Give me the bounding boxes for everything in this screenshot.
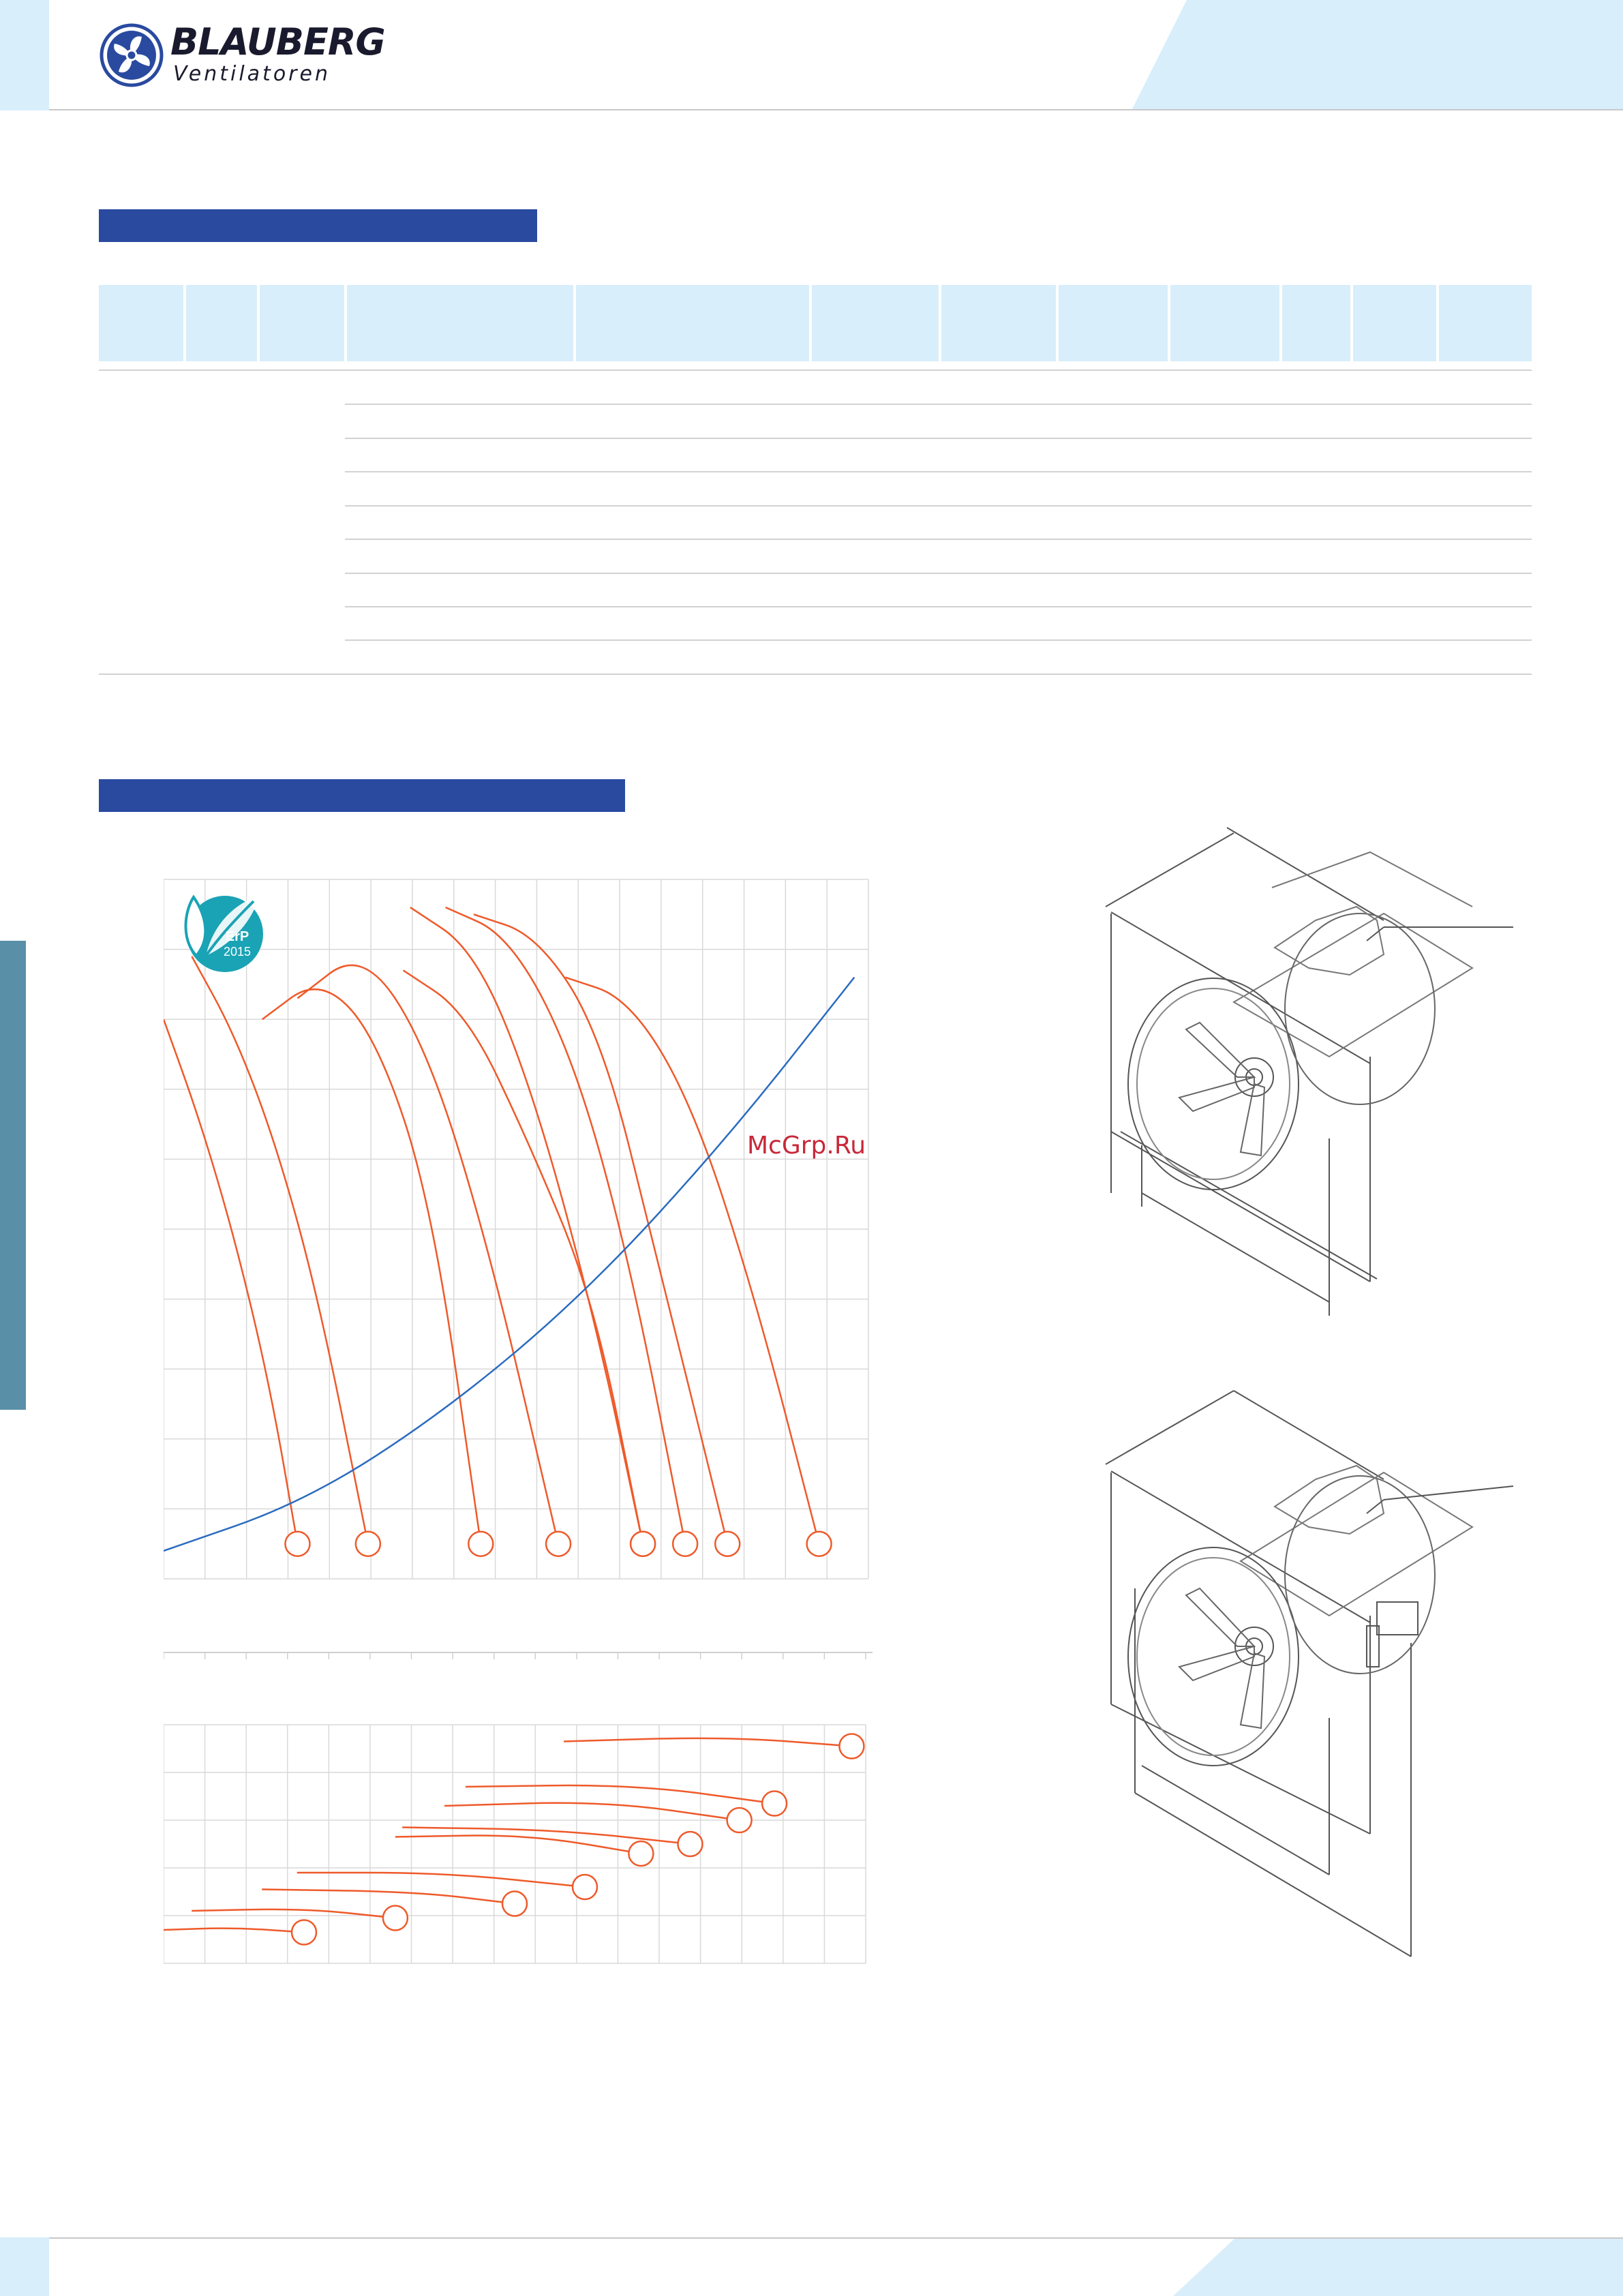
spec-table-row-rule bbox=[99, 674, 1532, 675]
axial-fan-duct-drawing bbox=[1091, 825, 1527, 1323]
spec-table-row-rule bbox=[345, 438, 1532, 439]
spec-header-cell bbox=[1439, 285, 1532, 361]
fan-curve-4 bbox=[297, 965, 558, 1544]
fan-curve-2 bbox=[192, 1909, 395, 1918]
power-chart bbox=[164, 1650, 873, 1970]
spec-header-cell bbox=[99, 285, 183, 361]
fan-curve-5 bbox=[404, 970, 643, 1543]
spec-table-row-rule bbox=[345, 606, 1532, 607]
spec-header-cell bbox=[1353, 285, 1436, 361]
axial-fan-duct-terminal-box-drawing bbox=[1091, 1384, 1527, 1984]
section-title-bar-performance bbox=[99, 779, 625, 812]
chart-markers-group bbox=[285, 1532, 831, 1556]
spec-table-row-rule bbox=[345, 539, 1532, 540]
spec-header-cell bbox=[941, 285, 1056, 361]
curve-marker-5 bbox=[628, 1841, 653, 1866]
watermark-text: McGrp.Ru bbox=[747, 1132, 866, 1160]
fan-logo-icon bbox=[100, 23, 164, 87]
chart-grid bbox=[164, 1725, 866, 1963]
fan-curve-1 bbox=[164, 1929, 304, 1933]
spec-header-cell bbox=[347, 285, 573, 361]
spec-table-row-rule bbox=[345, 404, 1532, 405]
curve-marker-3 bbox=[502, 1892, 527, 1916]
header-rule bbox=[49, 109, 1623, 110]
curve-marker-2 bbox=[356, 1532, 380, 1556]
footer-rule bbox=[49, 2237, 1623, 2239]
curve-marker-1 bbox=[292, 1920, 316, 1945]
brand-name: BLAUBERG bbox=[170, 20, 385, 63]
curve-marker-1 bbox=[285, 1532, 309, 1556]
spec-table-row-rule bbox=[345, 639, 1532, 641]
erp-badge bbox=[179, 885, 267, 973]
side-category-tab bbox=[0, 941, 26, 1410]
header-left-strip bbox=[0, 0, 49, 110]
system-curve bbox=[164, 978, 854, 1551]
spec-table-row-rule bbox=[99, 369, 1532, 371]
fan-curve-8 bbox=[466, 1785, 774, 1803]
power-chart-ticks bbox=[164, 1652, 866, 1659]
spec-header-cell bbox=[576, 285, 809, 361]
chart-grid bbox=[164, 879, 868, 1579]
fan-curve-7 bbox=[444, 1803, 740, 1820]
fan-curve-4 bbox=[297, 1873, 585, 1887]
brand-subtitle: Ventilatoren bbox=[173, 62, 331, 86]
curve-marker-6 bbox=[631, 1532, 655, 1556]
fan-curve-5 bbox=[395, 1836, 641, 1854]
fan-curve-3 bbox=[262, 1890, 515, 1904]
footer-corner-decoration bbox=[1173, 2239, 1623, 2296]
curve-marker-8 bbox=[715, 1532, 740, 1556]
performance-chart bbox=[164, 873, 873, 1588]
fan-curve-3 bbox=[262, 989, 481, 1543]
curve-marker-3 bbox=[468, 1532, 493, 1556]
fan-curve-9 bbox=[564, 1738, 851, 1747]
curve-marker-6 bbox=[678, 1832, 703, 1856]
spec-header-cell bbox=[812, 285, 939, 361]
footer-left-strip bbox=[0, 2237, 49, 2296]
brand-logo[interactable] bbox=[100, 20, 385, 91]
fan-curve-2 bbox=[192, 956, 368, 1544]
erp-badge-label: ErP bbox=[225, 929, 249, 944]
fan-curve-9 bbox=[565, 978, 819, 1544]
curve-marker-9 bbox=[839, 1734, 864, 1759]
fan-curve-6 bbox=[410, 907, 643, 1544]
spec-table-row-rule bbox=[345, 573, 1532, 574]
curve-marker-7 bbox=[673, 1532, 697, 1556]
fan-curve-1 bbox=[164, 1019, 297, 1544]
curve-marker-7 bbox=[727, 1808, 752, 1832]
erp-badge-year: 2015 bbox=[223, 945, 252, 958]
curve-marker-9 bbox=[807, 1532, 832, 1556]
spec-table-row-rule bbox=[345, 471, 1532, 472]
spec-table-row-rule bbox=[345, 505, 1532, 507]
spec-header-cell bbox=[1282, 285, 1350, 361]
curve-marker-4 bbox=[546, 1532, 571, 1556]
section-title-bar-specs bbox=[99, 209, 537, 242]
curve-marker-8 bbox=[762, 1792, 787, 1816]
curve-marker-4 bbox=[573, 1875, 597, 1899]
spec-table-header bbox=[99, 285, 1532, 361]
chart-markers-group bbox=[292, 1734, 864, 1945]
spec-header-cell bbox=[1170, 285, 1279, 361]
spec-header-cell bbox=[186, 285, 257, 361]
curve-marker-2 bbox=[383, 1906, 408, 1931]
spec-header-cell bbox=[1059, 285, 1168, 361]
spec-header-cell bbox=[260, 285, 344, 361]
